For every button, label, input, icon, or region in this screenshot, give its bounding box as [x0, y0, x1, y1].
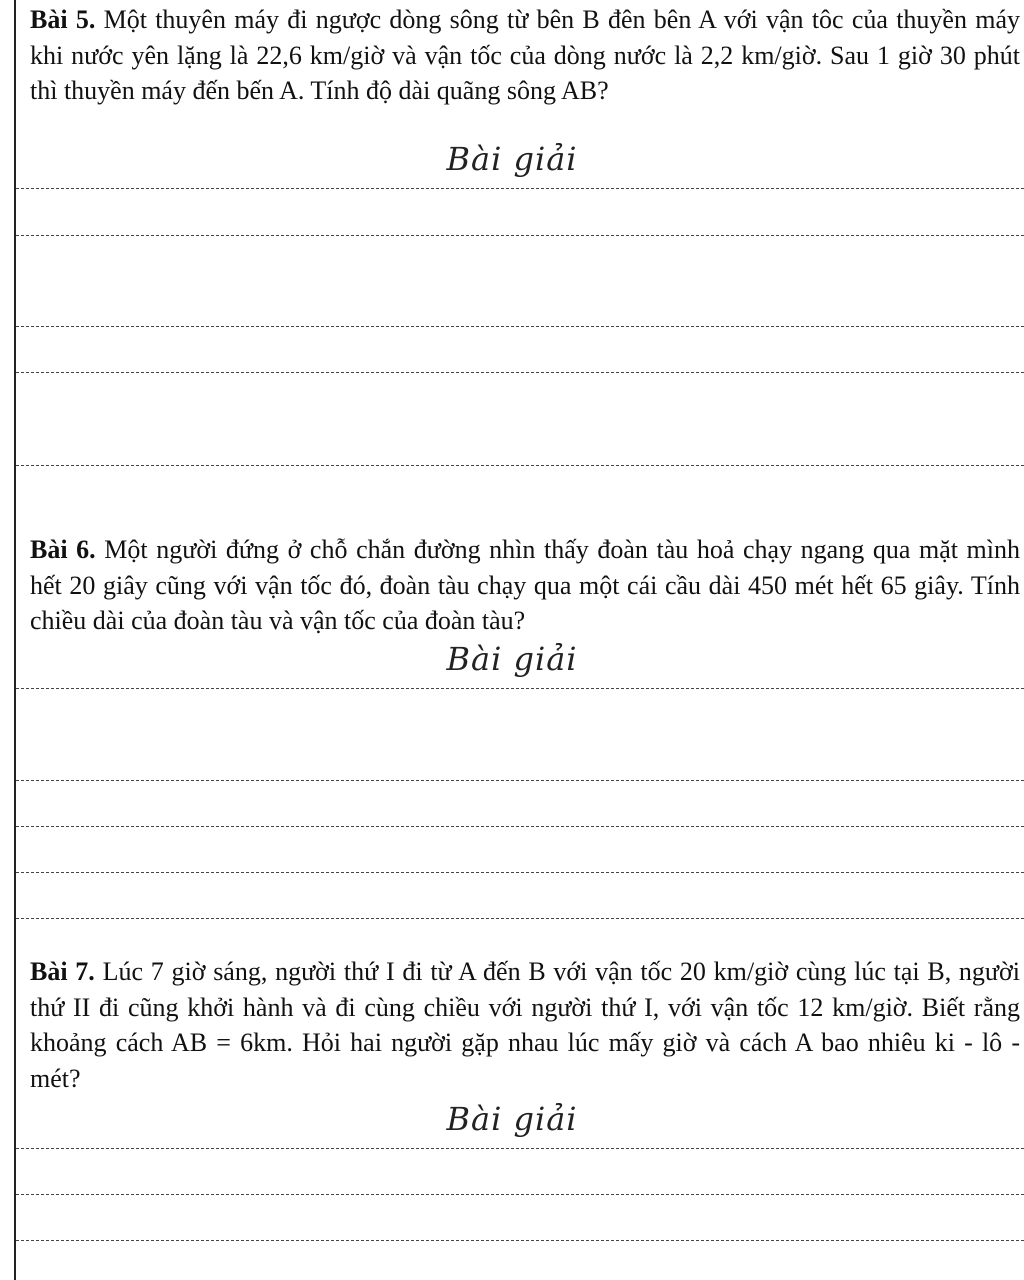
- problem-6-text: Một người đứng ở chỗ chắn đường nhìn thấy đoàn tàu hoả chạy ngang qua mặt mình hết 20 giây cũng với vận tốc đó, đoàn tàu chạy qua một cái cầu dài 450 mét hết 65 giây. Tính chiều dài của đoàn tàu và vận tốc của đoàn tàu?: [30, 535, 1020, 635]
- problem-6-number: Bài 6.: [30, 535, 96, 564]
- problem-5-text: Một thuyên máy đi ngược dòng sông từ bên B đên bên A với vận tôc của thuyền máy khi nước yên lặng là 22,6 km/giờ và vận tốc của dòng nước là 2,2 km/giờ. Sau 1 giờ 30 phút thì thuyền máy đến bến A. Tính độ dài quãng sông AB?: [30, 5, 1020, 105]
- problem-7-text: Lúc 7 giờ sáng, người thứ I đi từ A đến B với vận tốc 20 km/giờ cùng lúc tại B, người thứ II đi cũng khởi hành và đi cùng chiều với người thứ I, với vận tốc 12 km/giờ. Biết rằng khoảng cách AB = 6km. Hỏi hai người gặp nhau lúc mấy giờ và cách A bao nhiêu ki - lô - mét?: [30, 957, 1020, 1093]
- answer-line: [16, 918, 1024, 919]
- answer-line: [16, 1194, 1024, 1195]
- answer-line: [16, 372, 1024, 373]
- problem-7-solution-heading: Bài giải: [446, 1100, 578, 1138]
- answer-line: [16, 780, 1024, 781]
- problem-5: [30, 2, 1020, 109]
- answer-line: [16, 326, 1024, 327]
- problem-5-number: Bài 5.: [30, 5, 96, 34]
- answer-line: [16, 872, 1024, 873]
- answer-line: [16, 826, 1024, 827]
- answer-line: [16, 235, 1024, 236]
- answer-line: [16, 188, 1024, 189]
- problem-7-number: Bài 7.: [30, 957, 95, 986]
- answer-line: [16, 1148, 1024, 1149]
- problem-6: [30, 532, 1020, 639]
- problem-6-solution-heading: Bài giải: [446, 640, 578, 678]
- answer-line: [16, 465, 1024, 466]
- answer-line: [16, 1240, 1024, 1241]
- answer-line: [16, 688, 1024, 689]
- problem-7: [30, 954, 1020, 1096]
- problem-5-solution-heading: Bài giải: [446, 140, 578, 178]
